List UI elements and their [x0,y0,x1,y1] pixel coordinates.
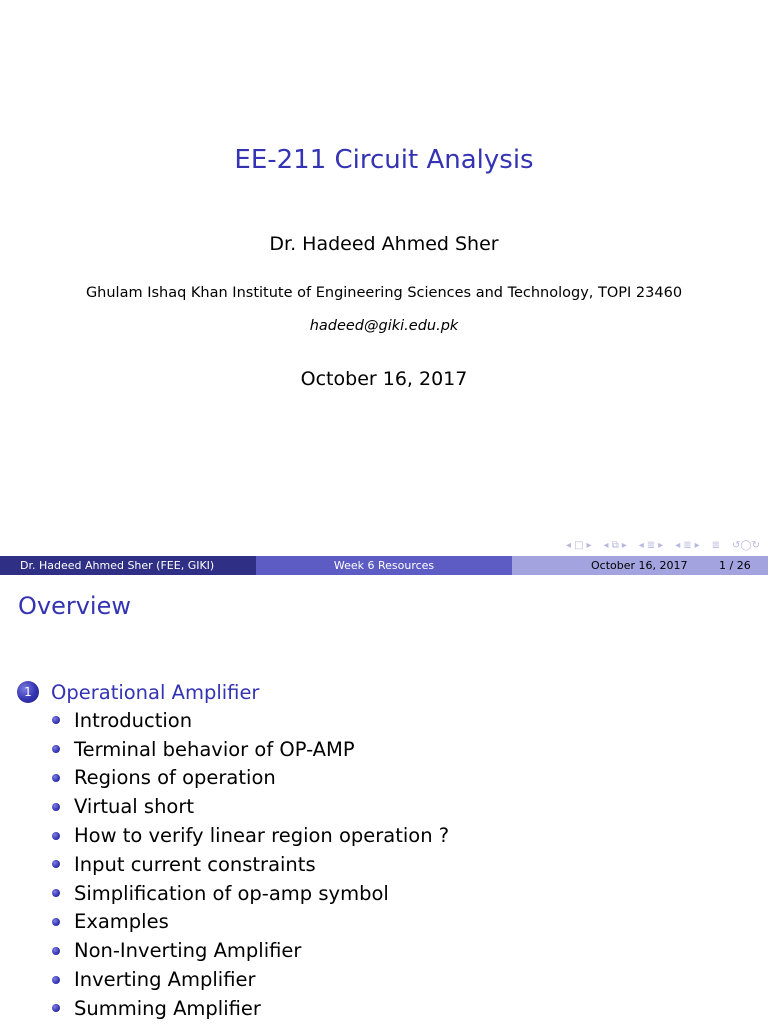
toc-item-label: Summing Amplifier [74,996,261,1020]
toc-item[interactable] [52,792,449,821]
section-number-badge: 1 [17,681,39,703]
nav-prev-subsection-icon[interactable]: ◂ [603,539,609,551]
nav-prev-frame-icon[interactable]: ◂ [566,539,572,551]
section-title[interactable]: Operational Amplifier [51,680,260,704]
toc-item-label: Inverting Amplifier [74,968,256,992]
toc-item[interactable] [52,735,449,764]
toc-item-label: Simplification of op-amp symbol [74,881,389,905]
toc-item-label: Non-Inverting Amplifier [74,939,302,963]
bullet-icon [52,918,60,926]
nav-next-part-icon[interactable]: ▸ [694,539,700,551]
bullet-icon [52,745,60,753]
footer-page-number: 1 / 26 [719,559,751,572]
author-name: Dr. Hadeed Ahmed Sher [269,233,499,255]
toc-item[interactable] [52,994,449,1023]
presentation-title: EE-211 Circuit Analysis [234,145,534,175]
presentation-date: October 16, 2017 [300,368,468,390]
slide-footer [0,556,768,575]
footer-date: October 16, 2017 [591,559,688,572]
toc-item-label: How to verify linear region operation ? [74,824,450,848]
institute-name: Ghulam Ishaq Khan Institute of Engineering Sciences and Technology, TOPI 23460 [85,285,683,301]
toc-item-label: Introduction [74,708,193,732]
nav-next-section-icon[interactable]: ▸ [658,539,664,551]
beamer-navigation-bar [563,538,760,552]
toc-item[interactable] [52,936,449,965]
bullet-icon [52,774,60,782]
bullet-icon [52,976,60,984]
toc-item-label: Input current constraints [74,852,316,876]
toc-item[interactable] [52,965,449,994]
toc-item-label: Examples [74,910,169,934]
nav-frame-icon[interactable]: □ [574,539,584,551]
toc-item[interactable] [52,706,449,735]
bullet-icon [52,803,60,811]
toc-item[interactable] [52,850,449,879]
bullet-icon [52,860,60,868]
nav-part-icon[interactable]: ≣ [683,539,692,551]
toc-item[interactable] [52,821,449,850]
bullet-icon [52,947,60,955]
bullet-icon [52,889,60,897]
toc-item-label: Virtual short [74,795,195,819]
bullet-icon [52,832,60,840]
footer-author: Dr. Hadeed Ahmed Sher (FEE, GIKI) [0,556,256,575]
toc-item[interactable] [52,879,449,908]
nav-next-subsection-icon[interactable]: ▸ [621,539,627,551]
toc-item[interactable] [52,908,449,937]
overview-slide [0,575,768,1024]
toc-subsection-list [52,706,449,1023]
toc-item[interactable] [52,764,449,793]
nav-subsection-icon[interactable]: ⧉ [611,539,619,551]
frame-title: Overview [18,592,131,620]
nav-prev-section-icon[interactable]: ◂ [638,539,644,551]
toc-section[interactable] [17,679,259,705]
nav-prev-part-icon[interactable]: ◂ [675,539,681,551]
nav-search-icon[interactable]: ↺◯↻ [732,539,760,551]
toc-item-label: Regions of operation [74,766,276,790]
bullet-icon [52,716,60,724]
bullet-icon [52,1004,60,1012]
author-email: hadeed@giki.edu.pk [309,318,459,334]
toc-item-label: Terminal behavior of OP-AMP [74,737,355,761]
nav-next-frame-icon[interactable]: ▸ [586,539,592,551]
footer-short-title: Week 6 Resources [256,556,512,575]
footer-date-page [512,556,768,575]
nav-align-icon[interactable]: ≣ [711,539,721,551]
nav-section-icon[interactable]: ≣ [646,539,656,551]
